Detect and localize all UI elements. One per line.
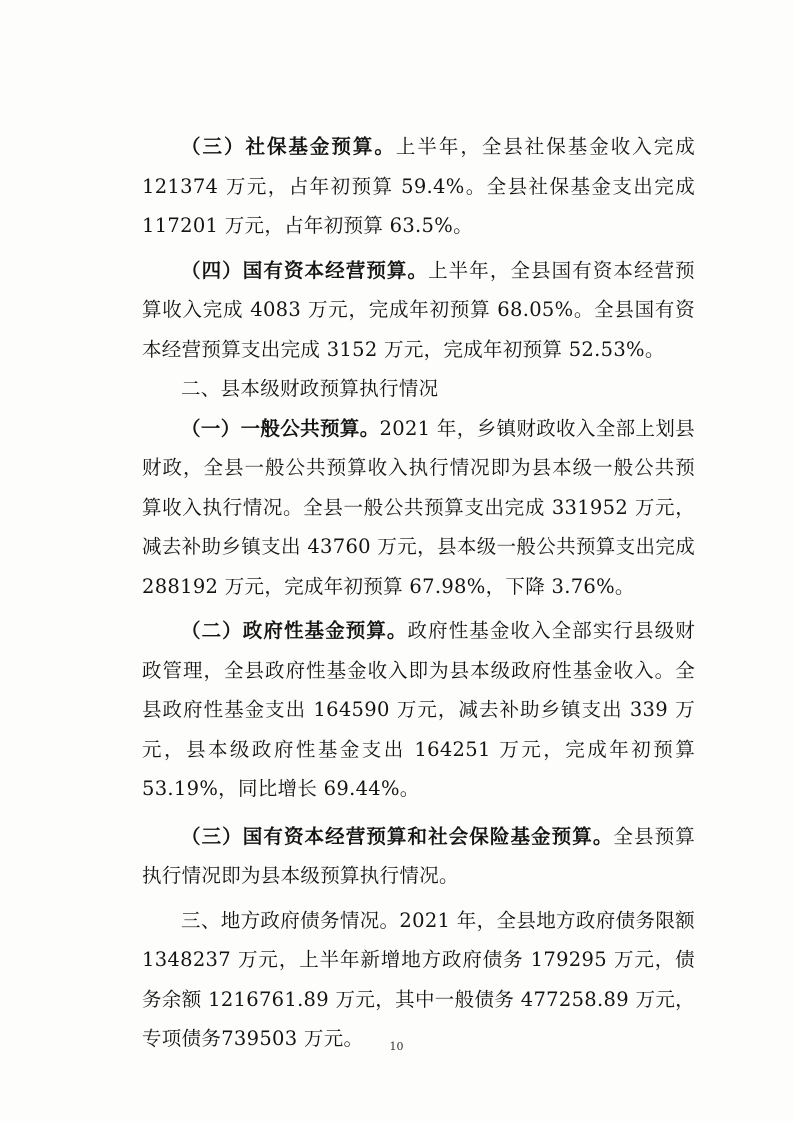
- paragraph-heading: （四）国有资本经营预算。: [181, 258, 429, 282]
- paragraph-state-capital: [142, 251, 695, 370]
- paragraph-text: 政府性基金收入全部实行县级财政管理，全县政府性基金收入即为县本级政府性基金收入。全县政府性基金支出 164590 万元，减去补助乡镇支出 339 万元，县本级政府性基金支出 164251 万元，完成年初预算 53.19%，同比增长 69.44%。: [142, 619, 695, 800]
- paragraph-heading: （三）社保基金预算。: [181, 135, 396, 158]
- paragraph-government-fund: [142, 611, 695, 809]
- paragraph-local-government-debt: [142, 901, 695, 1059]
- paragraph-heading: （二）政府性基金预算。: [181, 619, 408, 642]
- paragraph-heading: （三）国有资本经营预算和社会保险基金预算。: [181, 824, 614, 848]
- paragraph-heading: 三、地方政府债务情况。: [181, 908, 400, 932]
- paragraph-social-security-fund: [142, 127, 695, 246]
- paragraph-text: 全县预算执行情况即为县本级预算执行情况。: [142, 824, 695, 887]
- page-number: 10: [389, 1040, 404, 1053]
- document-body: [142, 127, 695, 1059]
- paragraph-heading: （一）一般公共预算。: [181, 416, 380, 440]
- spacer: [142, 809, 695, 817]
- paragraph-general-public-budget: [142, 409, 695, 607]
- paragraph-text: 上半年，全县社保基金收入完成121374 万元，占年初预算 59.4%。全县社保基金支出完成117201 万元，占年初预算 63.5%。: [142, 135, 695, 237]
- paragraph-text: 2021 年，乡镇财政收入全部上划县财政，全县一般公共预算收入执行情况即为县本级一般公共预算收入执行情况。全县一般公共预算支出完成 331952 万元，减去补助乡镇支出 43760 万元，县本级一般公共预算支出完成288192 万元，完成年初预算 67.98%，下降 3.76%。: [142, 416, 695, 598]
- paragraph-text: 2021 年，全县地方政府债务限额1348237 万元，上半年新增地方政府债务 179295 万元，债务余额 1216761.89 万元，其中一般债务 477258.89 万元，专项债务739503 万元。: [142, 908, 695, 1050]
- section-heading-county-level: 二、县本级财政预算执行情况: [181, 377, 439, 400]
- paragraph-capital-and-insurance: [142, 817, 695, 896]
- paragraph-text: 上半年，全县国有资本经营预算收入完成 4083 万元，完成年初预算 68.05%。全县国有资本经营预算支出完成 3152 万元，完成年初预算 52.53%。: [142, 258, 695, 361]
